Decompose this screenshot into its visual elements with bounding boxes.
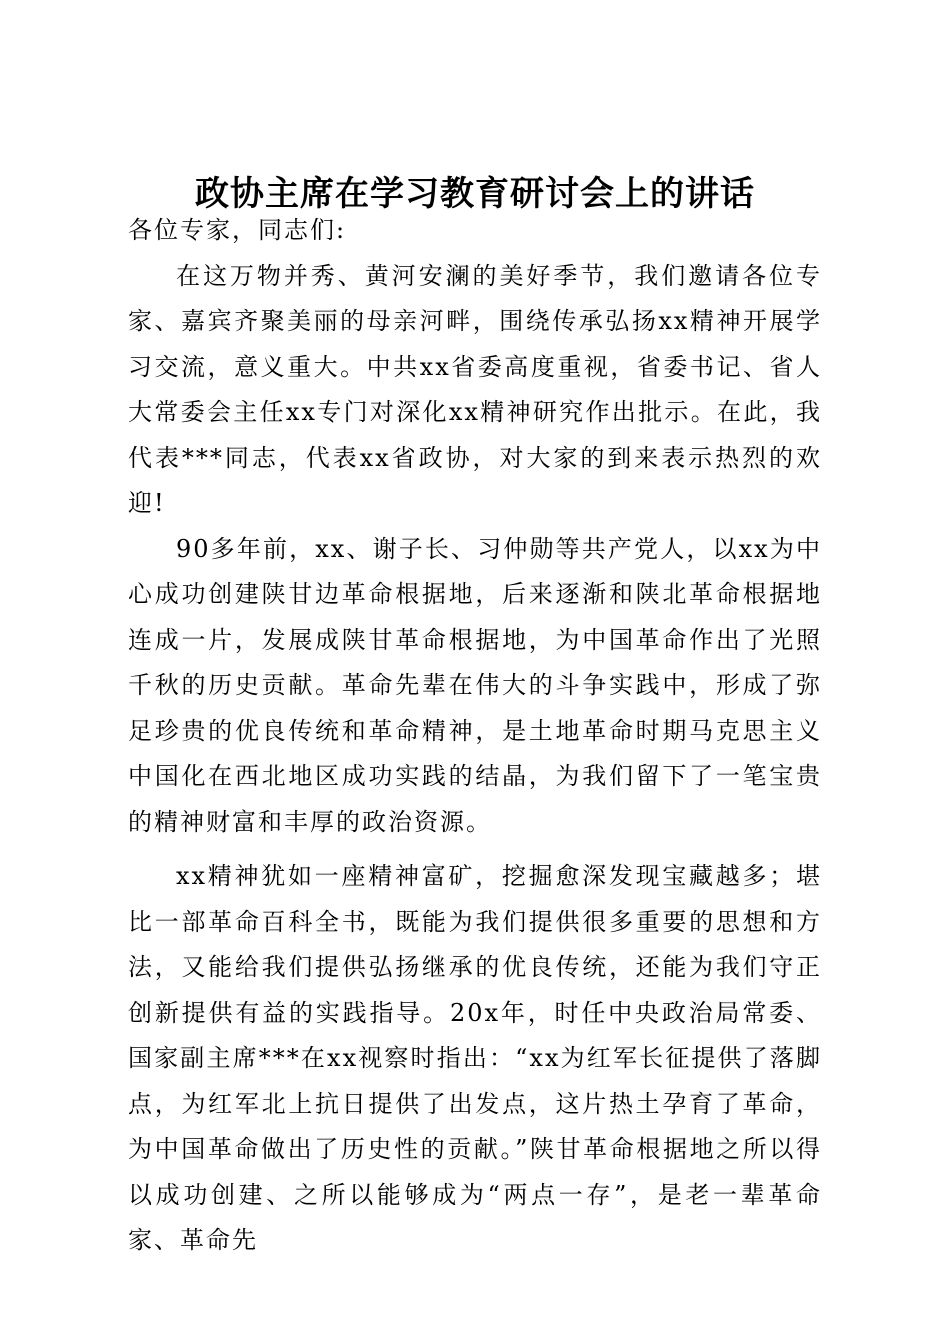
paragraph-spirit: xx精神犹如一座精神富矿，挖掘愈深发现宝藏越多；堪比一部革命百科全书，既能为我们提供很多重要的思想和方法，又能给我们提供弘扬继承的优良传统，还能为我们守正创新提供有益的实践指导。20x年，时任中央政治局常委、国家副主席***在xx视察时指出：“xx为红军长征提供了落脚点，为红军北上抗日提供了出发点，这片热土孕育了革命，为中国革命做出了历史性的贡献。”陕甘革命根据地之所以得以成功创建、之所以能够成为“两点一存”，是老一辈革命家、革命先 <box>128 862 822 1254</box>
document-body <box>128 208 822 1264</box>
document-title: 政协主席在学习教育研讨会上的讲话 <box>195 174 755 214</box>
paragraph-history: 90多年前，xx、谢子长、习仲勋等共产党人，以xx为中心成功创建陕甘边革命根据地，后来逐渐和陕北革命根据地连成一片，发展成陕甘革命根据地，为中国革命作出了光照千秋的历史贡献。革命先辈在伟大的斗争实践中，形成了弥足珍贵的优良传统和革命精神，是土地革命时期马克思主义中国化在西北地区成功实践的结晶，为我们留下了一笔宝贵的精神财富和丰厚的政治资源。 <box>128 534 822 836</box>
paragraph-welcome: 在这万物并秀、黄河安澜的美好季节，我们邀请各位专家、嘉宾齐聚美丽的母亲河畔，围绕传承弘扬xx精神开展学习交流，意义重大。中共xx省委高度重视，省委书记、省人大常委会主任xx专门对深化xx精神研究作出批示。在此，我代表***同志，代表xx省政协，对大家的到来表示热烈的欢迎! <box>128 261 822 517</box>
salutation: 各位专家，同志们: <box>128 216 347 244</box>
